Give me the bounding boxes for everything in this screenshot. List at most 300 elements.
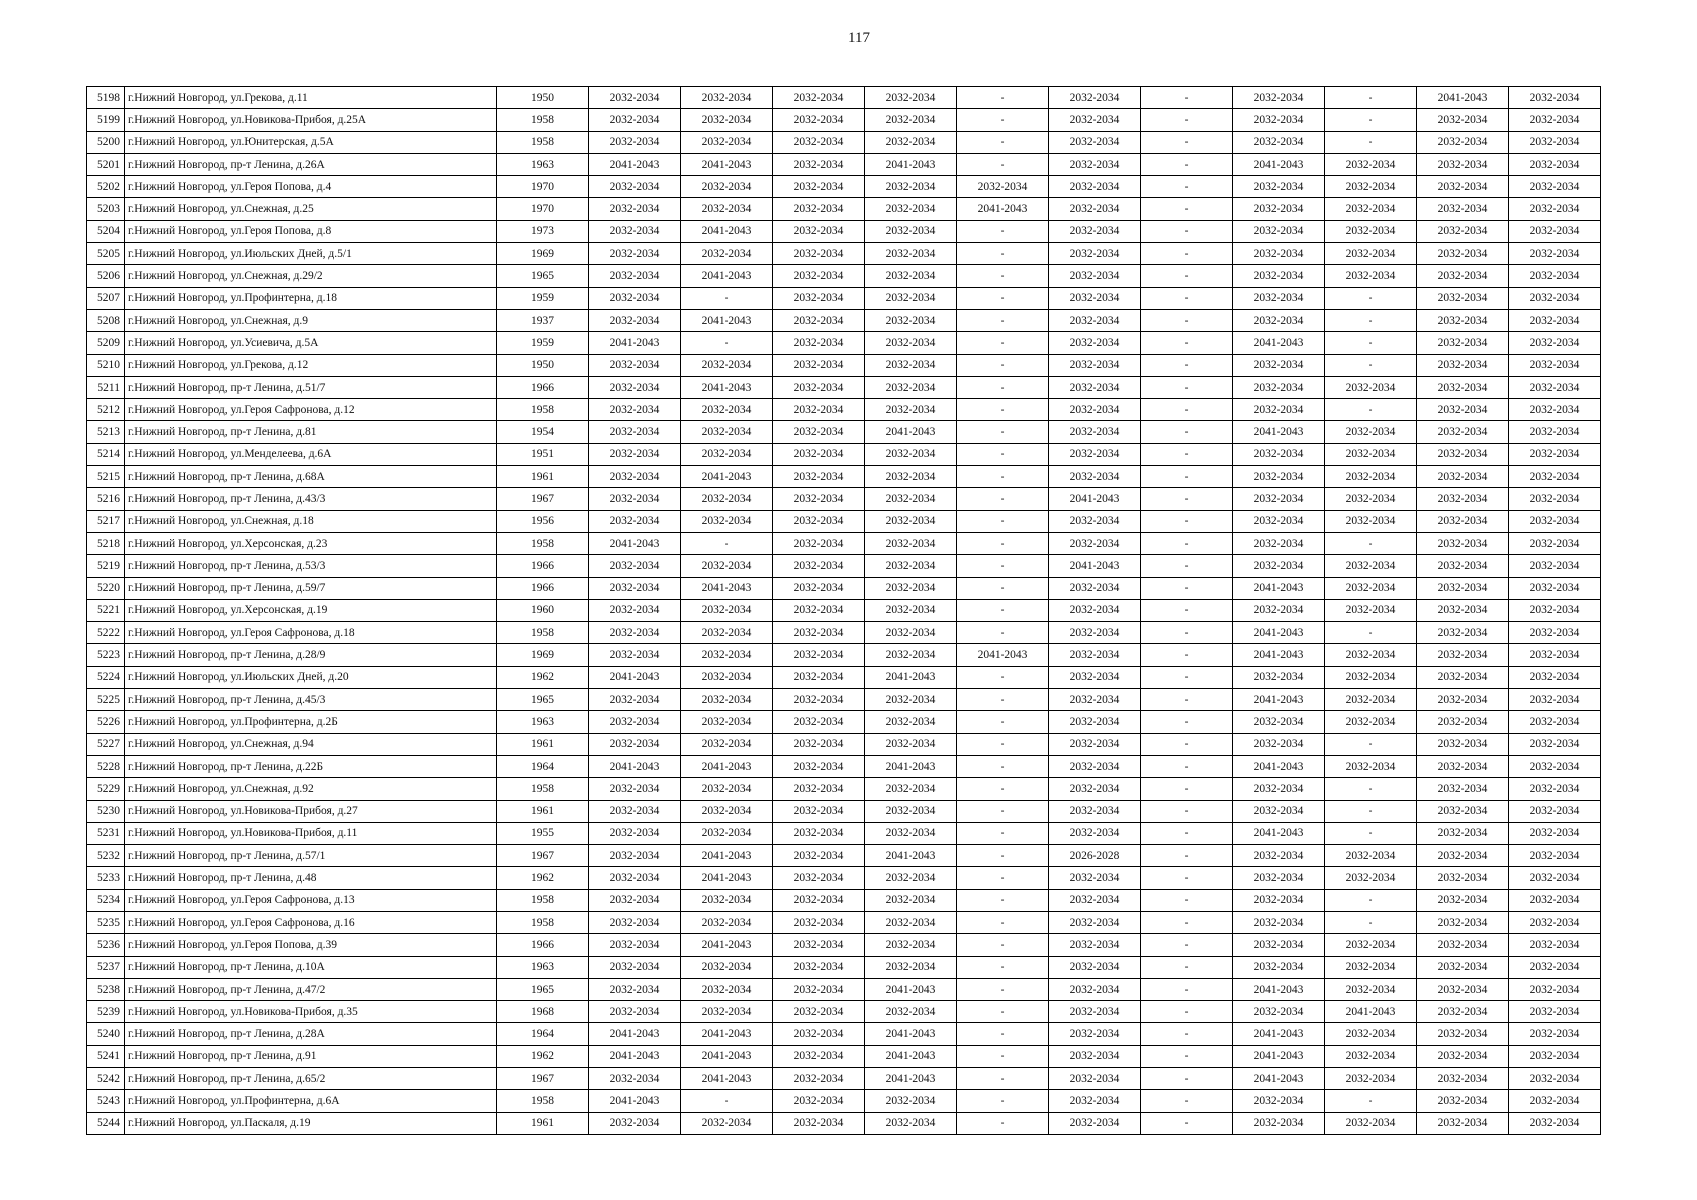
period-cell-9: - bbox=[1325, 354, 1417, 376]
row-number-cell: 5242 bbox=[87, 1068, 125, 1090]
period-cell-8: 2032-2034 bbox=[1233, 1090, 1325, 1112]
period-cell-2: 2041-2043 bbox=[681, 376, 773, 398]
period-cell-8: 2032-2034 bbox=[1233, 1001, 1325, 1023]
period-cell-3: 2032-2034 bbox=[773, 243, 865, 265]
table-row bbox=[87, 198, 1601, 220]
period-cell-1: 2032-2034 bbox=[589, 198, 681, 220]
row-number-cell: 5224 bbox=[87, 666, 125, 688]
table-row bbox=[87, 666, 1601, 688]
year-built-cell: 1970 bbox=[497, 176, 589, 198]
period-cell-6: 2032-2034 bbox=[1049, 822, 1141, 844]
period-cell-1: 2032-2034 bbox=[589, 1001, 681, 1023]
period-cell-7: - bbox=[1141, 1112, 1233, 1134]
period-cell-1: 2032-2034 bbox=[589, 555, 681, 577]
period-cell-6: 2032-2034 bbox=[1049, 622, 1141, 644]
period-cell-8: 2032-2034 bbox=[1233, 778, 1325, 800]
period-cell-11: 2032-2034 bbox=[1509, 822, 1601, 844]
period-cell-4: 2032-2034 bbox=[865, 488, 957, 510]
period-cell-5: - bbox=[957, 555, 1049, 577]
period-cell-10: 2032-2034 bbox=[1417, 755, 1509, 777]
period-cell-5: 2041-2043 bbox=[957, 644, 1049, 666]
period-cell-3: 2032-2034 bbox=[773, 911, 865, 933]
period-cell-11: 2032-2034 bbox=[1509, 889, 1601, 911]
period-cell-2: 2032-2034 bbox=[681, 443, 773, 465]
period-cell-9: - bbox=[1325, 622, 1417, 644]
address-cell: г.Нижний Новгород, ул.Героя Сафронова, д.13 bbox=[125, 889, 497, 911]
period-cell-11: 2032-2034 bbox=[1509, 421, 1601, 443]
period-cell-9: - bbox=[1325, 309, 1417, 331]
period-cell-1: 2032-2034 bbox=[589, 934, 681, 956]
row-number-cell: 5241 bbox=[87, 1045, 125, 1067]
period-cell-6: 2032-2034 bbox=[1049, 778, 1141, 800]
period-cell-9: 2032-2034 bbox=[1325, 443, 1417, 465]
period-cell-9: 2032-2034 bbox=[1325, 555, 1417, 577]
period-cell-4: 2032-2034 bbox=[865, 510, 957, 532]
period-cell-6: 2032-2034 bbox=[1049, 466, 1141, 488]
row-number-cell: 5200 bbox=[87, 131, 125, 153]
period-cell-11: 2032-2034 bbox=[1509, 131, 1601, 153]
period-cell-6: 2032-2034 bbox=[1049, 800, 1141, 822]
period-cell-2: 2041-2043 bbox=[681, 466, 773, 488]
period-cell-4: 2032-2034 bbox=[865, 711, 957, 733]
period-cell-2: 2032-2034 bbox=[681, 956, 773, 978]
period-cell-10: 2032-2034 bbox=[1417, 243, 1509, 265]
row-number-cell: 5232 bbox=[87, 845, 125, 867]
row-number-cell: 5225 bbox=[87, 689, 125, 711]
period-cell-1: 2032-2034 bbox=[589, 911, 681, 933]
address-cell: г.Нижний Новгород, ул.Июльских Дней, д.20 bbox=[125, 666, 497, 688]
address-cell: г.Нижний Новгород, ул.Новикова-Прибоя, д.11 bbox=[125, 822, 497, 844]
period-cell-6: 2032-2034 bbox=[1049, 755, 1141, 777]
period-cell-5: - bbox=[957, 711, 1049, 733]
period-cell-4: 2041-2043 bbox=[865, 666, 957, 688]
period-cell-3: 2032-2034 bbox=[773, 354, 865, 376]
period-cell-5: - bbox=[957, 755, 1049, 777]
row-number-cell: 5205 bbox=[87, 243, 125, 265]
period-cell-4: 2032-2034 bbox=[865, 287, 957, 309]
period-cell-6: 2032-2034 bbox=[1049, 644, 1141, 666]
period-cell-9: 2032-2034 bbox=[1325, 176, 1417, 198]
period-cell-4: 2041-2043 bbox=[865, 755, 957, 777]
period-cell-2: 2032-2034 bbox=[681, 711, 773, 733]
row-number-cell: 5219 bbox=[87, 555, 125, 577]
period-cell-10: 2032-2034 bbox=[1417, 354, 1509, 376]
period-cell-7: - bbox=[1141, 666, 1233, 688]
period-cell-7: - bbox=[1141, 153, 1233, 175]
table-row bbox=[87, 1068, 1601, 1090]
housing-repair-schedule-table bbox=[86, 86, 1601, 1135]
period-cell-8: 2032-2034 bbox=[1233, 845, 1325, 867]
period-cell-10: 2032-2034 bbox=[1417, 577, 1509, 599]
period-cell-2: 2041-2043 bbox=[681, 265, 773, 287]
period-cell-1: 2032-2034 bbox=[589, 867, 681, 889]
row-number-cell: 5210 bbox=[87, 354, 125, 376]
year-built-cell: 1950 bbox=[497, 354, 589, 376]
table-row bbox=[87, 265, 1601, 287]
period-cell-10: 2032-2034 bbox=[1417, 332, 1509, 354]
period-cell-1: 2032-2034 bbox=[589, 689, 681, 711]
period-cell-9: - bbox=[1325, 822, 1417, 844]
period-cell-2: 2032-2034 bbox=[681, 644, 773, 666]
address-cell: г.Нижний Новгород, ул.Июльских Дней, д.5/1 bbox=[125, 243, 497, 265]
table-row bbox=[87, 956, 1601, 978]
year-built-cell: 1961 bbox=[497, 800, 589, 822]
address-cell: г.Нижний Новгород, ул.Снежная, д.18 bbox=[125, 510, 497, 532]
year-built-cell: 1966 bbox=[497, 376, 589, 398]
address-cell: г.Нижний Новгород, пр-т Ленина, д.68А bbox=[125, 466, 497, 488]
address-cell: г.Нижний Новгород, ул.Героя Попова, д.8 bbox=[125, 220, 497, 242]
period-cell-8: 2032-2034 bbox=[1233, 956, 1325, 978]
period-cell-6: 2032-2034 bbox=[1049, 1045, 1141, 1067]
period-cell-5: - bbox=[957, 1068, 1049, 1090]
period-cell-10: 2032-2034 bbox=[1417, 109, 1509, 131]
table-row bbox=[87, 978, 1601, 1000]
year-built-cell: 1962 bbox=[497, 666, 589, 688]
period-cell-5: - bbox=[957, 510, 1049, 532]
period-cell-1: 2032-2034 bbox=[589, 778, 681, 800]
period-cell-7: - bbox=[1141, 488, 1233, 510]
year-built-cell: 1969 bbox=[497, 243, 589, 265]
period-cell-4: 2032-2034 bbox=[865, 577, 957, 599]
period-cell-11: 2032-2034 bbox=[1509, 733, 1601, 755]
period-cell-10: 2032-2034 bbox=[1417, 555, 1509, 577]
period-cell-1: 2032-2034 bbox=[589, 577, 681, 599]
row-number-cell: 5226 bbox=[87, 711, 125, 733]
period-cell-7: - bbox=[1141, 800, 1233, 822]
period-cell-9: 2032-2034 bbox=[1325, 644, 1417, 666]
address-cell: г.Нижний Новгород, ул.Усиевича, д.5А bbox=[125, 332, 497, 354]
period-cell-1: 2032-2034 bbox=[589, 309, 681, 331]
period-cell-11: 2032-2034 bbox=[1509, 978, 1601, 1000]
period-cell-6: 2032-2034 bbox=[1049, 889, 1141, 911]
period-cell-5: - bbox=[957, 800, 1049, 822]
row-number-cell: 5215 bbox=[87, 466, 125, 488]
period-cell-7: - bbox=[1141, 622, 1233, 644]
period-cell-8: 2032-2034 bbox=[1233, 131, 1325, 153]
year-built-cell: 1958 bbox=[497, 778, 589, 800]
period-cell-9: - bbox=[1325, 399, 1417, 421]
period-cell-3: 2032-2034 bbox=[773, 376, 865, 398]
period-cell-2: 2041-2043 bbox=[681, 845, 773, 867]
period-cell-1: 2032-2034 bbox=[589, 443, 681, 465]
period-cell-3: 2032-2034 bbox=[773, 510, 865, 532]
period-cell-1: 2032-2034 bbox=[589, 510, 681, 532]
year-built-cell: 1958 bbox=[497, 1090, 589, 1112]
row-number-cell: 5214 bbox=[87, 443, 125, 465]
table-row bbox=[87, 889, 1601, 911]
period-cell-4: 2032-2034 bbox=[865, 599, 957, 621]
period-cell-2: 2032-2034 bbox=[681, 889, 773, 911]
table-row bbox=[87, 1023, 1601, 1045]
period-cell-8: 2032-2034 bbox=[1233, 220, 1325, 242]
period-cell-9: 2032-2034 bbox=[1325, 666, 1417, 688]
period-cell-7: - bbox=[1141, 778, 1233, 800]
period-cell-5: - bbox=[957, 1023, 1049, 1045]
period-cell-10: 2032-2034 bbox=[1417, 1090, 1509, 1112]
period-cell-4: 2032-2034 bbox=[865, 1090, 957, 1112]
table-body bbox=[87, 87, 1601, 1135]
period-cell-1: 2041-2043 bbox=[589, 153, 681, 175]
period-cell-1: 2032-2034 bbox=[589, 265, 681, 287]
period-cell-9: 2032-2034 bbox=[1325, 488, 1417, 510]
period-cell-11: 2032-2034 bbox=[1509, 577, 1601, 599]
table-row bbox=[87, 488, 1601, 510]
address-cell: г.Нижний Новгород, пр-т Ленина, д.59/7 bbox=[125, 577, 497, 599]
period-cell-3: 2032-2034 bbox=[773, 978, 865, 1000]
period-cell-3: 2032-2034 bbox=[773, 889, 865, 911]
period-cell-4: 2032-2034 bbox=[865, 243, 957, 265]
period-cell-3: 2032-2034 bbox=[773, 956, 865, 978]
period-cell-2: - bbox=[681, 332, 773, 354]
period-cell-3: 2032-2034 bbox=[773, 622, 865, 644]
period-cell-10: 2032-2034 bbox=[1417, 845, 1509, 867]
period-cell-9: 2032-2034 bbox=[1325, 755, 1417, 777]
period-cell-5: - bbox=[957, 666, 1049, 688]
period-cell-4: 2032-2034 bbox=[865, 800, 957, 822]
period-cell-2: - bbox=[681, 287, 773, 309]
period-cell-1: 2032-2034 bbox=[589, 733, 681, 755]
year-built-cell: 1950 bbox=[497, 87, 589, 109]
year-built-cell: 1958 bbox=[497, 889, 589, 911]
period-cell-3: 2032-2034 bbox=[773, 198, 865, 220]
period-cell-3: 2032-2034 bbox=[773, 867, 865, 889]
period-cell-11: 2032-2034 bbox=[1509, 934, 1601, 956]
address-cell: г.Нижний Новгород, пр-т Ленина, д.57/1 bbox=[125, 845, 497, 867]
period-cell-10: 2032-2034 bbox=[1417, 1068, 1509, 1090]
period-cell-7: - bbox=[1141, 755, 1233, 777]
address-cell: г.Нижний Новгород, ул.Херсонская, д.23 bbox=[125, 532, 497, 554]
period-cell-7: - bbox=[1141, 399, 1233, 421]
period-cell-2: 2032-2034 bbox=[681, 911, 773, 933]
period-cell-1: 2032-2034 bbox=[589, 1068, 681, 1090]
row-number-cell: 5227 bbox=[87, 733, 125, 755]
period-cell-9: 2032-2034 bbox=[1325, 265, 1417, 287]
period-cell-5: - bbox=[957, 354, 1049, 376]
year-built-cell: 1958 bbox=[497, 911, 589, 933]
period-cell-5: - bbox=[957, 1090, 1049, 1112]
period-cell-6: 2026-2028 bbox=[1049, 845, 1141, 867]
period-cell-1: 2041-2043 bbox=[589, 1090, 681, 1112]
period-cell-8: 2041-2043 bbox=[1233, 153, 1325, 175]
period-cell-2: 2041-2043 bbox=[681, 577, 773, 599]
period-cell-7: - bbox=[1141, 309, 1233, 331]
period-cell-2: 2032-2034 bbox=[681, 978, 773, 1000]
address-cell: г.Нижний Новгород, ул.Новикова-Прибоя, д.27 bbox=[125, 800, 497, 822]
period-cell-5: - bbox=[957, 332, 1049, 354]
period-cell-5: - bbox=[957, 867, 1049, 889]
period-cell-8: 2032-2034 bbox=[1233, 109, 1325, 131]
row-number-cell: 5220 bbox=[87, 577, 125, 599]
period-cell-7: - bbox=[1141, 87, 1233, 109]
period-cell-3: 2032-2034 bbox=[773, 176, 865, 198]
address-cell: г.Нижний Новгород, ул.Херсонская, д.19 bbox=[125, 599, 497, 621]
year-built-cell: 1968 bbox=[497, 1001, 589, 1023]
period-cell-10: 2032-2034 bbox=[1417, 956, 1509, 978]
period-cell-5: - bbox=[957, 889, 1049, 911]
year-built-cell: 1963 bbox=[497, 956, 589, 978]
period-cell-8: 2032-2034 bbox=[1233, 889, 1325, 911]
year-built-cell: 1965 bbox=[497, 978, 589, 1000]
period-cell-5: - bbox=[957, 421, 1049, 443]
period-cell-11: 2032-2034 bbox=[1509, 1090, 1601, 1112]
period-cell-3: 2032-2034 bbox=[773, 666, 865, 688]
period-cell-6: 2032-2034 bbox=[1049, 376, 1141, 398]
period-cell-10: 2032-2034 bbox=[1417, 265, 1509, 287]
period-cell-8: 2032-2034 bbox=[1233, 666, 1325, 688]
period-cell-11: 2032-2034 bbox=[1509, 689, 1601, 711]
period-cell-8: 2032-2034 bbox=[1233, 309, 1325, 331]
address-cell: г.Нижний Новгород, ул.Новикова-Прибоя, д.35 bbox=[125, 1001, 497, 1023]
table-row bbox=[87, 867, 1601, 889]
period-cell-4: 2032-2034 bbox=[865, 376, 957, 398]
period-cell-2: 2041-2043 bbox=[681, 1068, 773, 1090]
period-cell-9: - bbox=[1325, 800, 1417, 822]
period-cell-6: 2032-2034 bbox=[1049, 711, 1141, 733]
row-number-cell: 5202 bbox=[87, 176, 125, 198]
table-row bbox=[87, 800, 1601, 822]
period-cell-11: 2032-2034 bbox=[1509, 1045, 1601, 1067]
period-cell-2: 2032-2034 bbox=[681, 778, 773, 800]
period-cell-3: 2032-2034 bbox=[773, 845, 865, 867]
row-number-cell: 5229 bbox=[87, 778, 125, 800]
table-row bbox=[87, 510, 1601, 532]
row-number-cell: 5243 bbox=[87, 1090, 125, 1112]
year-built-cell: 1956 bbox=[497, 510, 589, 532]
year-built-cell: 1961 bbox=[497, 1112, 589, 1134]
period-cell-11: 2032-2034 bbox=[1509, 354, 1601, 376]
period-cell-11: 2032-2034 bbox=[1509, 287, 1601, 309]
period-cell-3: 2032-2034 bbox=[773, 532, 865, 554]
period-cell-11: 2032-2034 bbox=[1509, 644, 1601, 666]
row-number-cell: 5234 bbox=[87, 889, 125, 911]
year-built-cell: 1967 bbox=[497, 845, 589, 867]
period-cell-6: 2032-2034 bbox=[1049, 309, 1141, 331]
period-cell-2: 2041-2043 bbox=[681, 1045, 773, 1067]
period-cell-3: 2032-2034 bbox=[773, 778, 865, 800]
table-row bbox=[87, 1001, 1601, 1023]
period-cell-9: - bbox=[1325, 911, 1417, 933]
year-built-cell: 1961 bbox=[497, 733, 589, 755]
year-built-cell: 1966 bbox=[497, 555, 589, 577]
address-cell: г.Нижний Новгород, пр-т Ленина, д.51/7 bbox=[125, 376, 497, 398]
period-cell-8: 2032-2034 bbox=[1233, 911, 1325, 933]
period-cell-6: 2032-2034 bbox=[1049, 332, 1141, 354]
address-cell: г.Нижний Новгород, ул.Героя Попова, д.4 bbox=[125, 176, 497, 198]
period-cell-7: - bbox=[1141, 421, 1233, 443]
period-cell-7: - bbox=[1141, 599, 1233, 621]
period-cell-7: - bbox=[1141, 198, 1233, 220]
period-cell-6: 2032-2034 bbox=[1049, 577, 1141, 599]
table-row bbox=[87, 845, 1601, 867]
address-cell: г.Нижний Новгород, пр-т Ленина, д.22Б bbox=[125, 755, 497, 777]
period-cell-7: - bbox=[1141, 822, 1233, 844]
period-cell-2: 2032-2034 bbox=[681, 510, 773, 532]
period-cell-7: - bbox=[1141, 956, 1233, 978]
year-built-cell: 1955 bbox=[497, 822, 589, 844]
period-cell-5: - bbox=[957, 978, 1049, 1000]
period-cell-5: - bbox=[957, 243, 1049, 265]
table-row bbox=[87, 176, 1601, 198]
row-number-cell: 5206 bbox=[87, 265, 125, 287]
period-cell-6: 2032-2034 bbox=[1049, 733, 1141, 755]
period-cell-5: - bbox=[957, 822, 1049, 844]
period-cell-4: 2032-2034 bbox=[865, 131, 957, 153]
period-cell-11: 2032-2034 bbox=[1509, 622, 1601, 644]
period-cell-5: - bbox=[957, 109, 1049, 131]
period-cell-8: 2032-2034 bbox=[1233, 466, 1325, 488]
address-cell: г.Нижний Новгород, пр-т Ленина, д.43/3 bbox=[125, 488, 497, 510]
period-cell-7: - bbox=[1141, 466, 1233, 488]
period-cell-2: 2032-2034 bbox=[681, 399, 773, 421]
period-cell-10: 2032-2034 bbox=[1417, 1001, 1509, 1023]
period-cell-11: 2032-2034 bbox=[1509, 800, 1601, 822]
row-number-cell: 5213 bbox=[87, 421, 125, 443]
period-cell-6: 2032-2034 bbox=[1049, 131, 1141, 153]
period-cell-10: 2032-2034 bbox=[1417, 644, 1509, 666]
period-cell-10: 2032-2034 bbox=[1417, 1045, 1509, 1067]
period-cell-4: 2032-2034 bbox=[865, 265, 957, 287]
period-cell-9: 2032-2034 bbox=[1325, 421, 1417, 443]
period-cell-3: 2032-2034 bbox=[773, 711, 865, 733]
period-cell-11: 2032-2034 bbox=[1509, 466, 1601, 488]
period-cell-4: 2041-2043 bbox=[865, 1023, 957, 1045]
year-built-cell: 1963 bbox=[497, 711, 589, 733]
period-cell-11: 2032-2034 bbox=[1509, 153, 1601, 175]
address-cell: г.Нижний Новгород, ул.Снежная, д.92 bbox=[125, 778, 497, 800]
period-cell-11: 2032-2034 bbox=[1509, 1023, 1601, 1045]
period-cell-3: 2032-2034 bbox=[773, 1112, 865, 1134]
period-cell-4: 2032-2034 bbox=[865, 220, 957, 242]
address-cell: г.Нижний Новгород, ул.Снежная, д.94 bbox=[125, 733, 497, 755]
table-row bbox=[87, 622, 1601, 644]
period-cell-2: 2032-2034 bbox=[681, 599, 773, 621]
period-cell-4: 2032-2034 bbox=[865, 889, 957, 911]
period-cell-5: - bbox=[957, 1001, 1049, 1023]
table-row bbox=[87, 131, 1601, 153]
period-cell-9: 2032-2034 bbox=[1325, 1023, 1417, 1045]
period-cell-6: 2032-2034 bbox=[1049, 911, 1141, 933]
period-cell-4: 2032-2034 bbox=[865, 109, 957, 131]
period-cell-2: 2032-2034 bbox=[681, 689, 773, 711]
address-cell: г.Нижний Новгород, ул.Профинтерна, д.2Б bbox=[125, 711, 497, 733]
period-cell-5: - bbox=[957, 1045, 1049, 1067]
row-number-cell: 5207 bbox=[87, 287, 125, 309]
period-cell-8: 2032-2034 bbox=[1233, 867, 1325, 889]
period-cell-5: - bbox=[957, 1112, 1049, 1134]
row-number-cell: 5209 bbox=[87, 332, 125, 354]
period-cell-7: - bbox=[1141, 443, 1233, 465]
period-cell-6: 2032-2034 bbox=[1049, 176, 1141, 198]
period-cell-1: 2032-2034 bbox=[589, 978, 681, 1000]
row-number-cell: 5236 bbox=[87, 934, 125, 956]
period-cell-1: 2032-2034 bbox=[589, 889, 681, 911]
period-cell-7: - bbox=[1141, 176, 1233, 198]
period-cell-6: 2032-2034 bbox=[1049, 934, 1141, 956]
table-row bbox=[87, 466, 1601, 488]
period-cell-10: 2032-2034 bbox=[1417, 443, 1509, 465]
table-row bbox=[87, 87, 1601, 109]
year-built-cell: 1959 bbox=[497, 332, 589, 354]
period-cell-7: - bbox=[1141, 934, 1233, 956]
row-number-cell: 5222 bbox=[87, 622, 125, 644]
year-built-cell: 1958 bbox=[497, 131, 589, 153]
period-cell-9: 2032-2034 bbox=[1325, 577, 1417, 599]
address-cell: г.Нижний Новгород, ул.Профинтерна, д.18 bbox=[125, 287, 497, 309]
period-cell-7: - bbox=[1141, 1045, 1233, 1067]
period-cell-10: 2032-2034 bbox=[1417, 287, 1509, 309]
period-cell-1: 2032-2034 bbox=[589, 131, 681, 153]
period-cell-7: - bbox=[1141, 577, 1233, 599]
